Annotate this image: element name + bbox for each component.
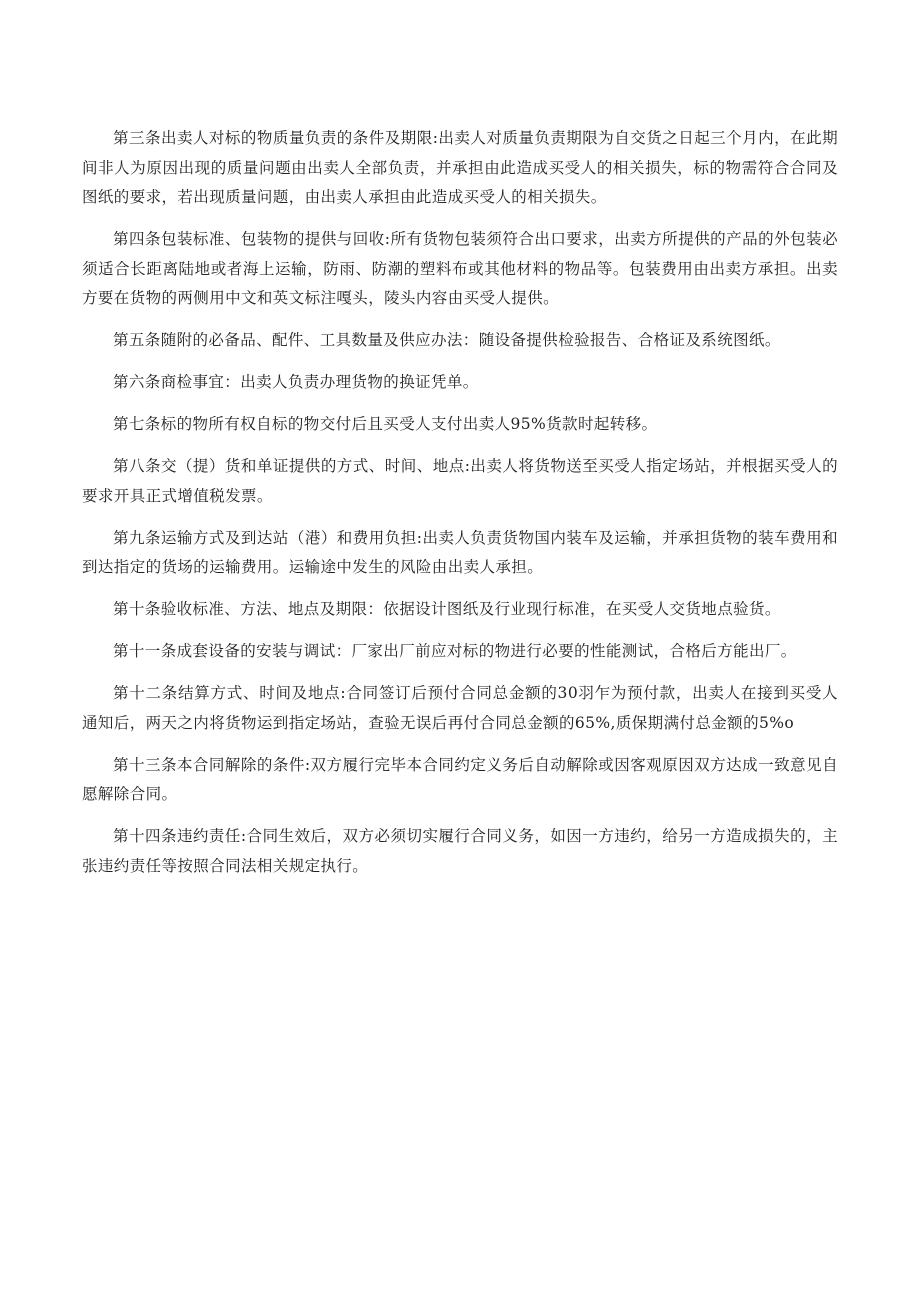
article-9-paragraph: 第九条运输方式及到达站（港）和费用负担:出卖人负责货物国内装车及运输，并承担货物的装车费用和到达指定的货场的运输费用。运输途中发生的风险由出卖人承担。 <box>82 528 838 576</box>
article-14-paragraph: 第十四条违约责任:合同生效后，双方必须切实履行合同义务，如因一方违约，给另一方造成损失的，主张违约责任等按照合同法相关规定执行。 <box>82 827 838 875</box>
article-13-paragraph: 第十三条本合同解除的条件:双方履行完毕本合同约定义务后自动解除或因客观原因双方达成一致意见自愿解除合同。 <box>82 755 838 803</box>
article-3-paragraph: 第三条出卖人对标的物质量负责的条件及期限:出卖人对质量负责期限为自交货之日起三个月内，在此期间非人为原因出现的质量问题由出卖人全部负责，并承担由此造成买受人的相关损失，标的物需符合合同及图纸的要求，若出现质量问题，由出卖人承担由此造成买受人的相关损失。 <box>82 129 838 206</box>
article-11-paragraph: 第十一条成套设备的安装与调试：厂家出厂前应对标的物进行必要的性能测试，合格后方能出厂。 <box>113 642 797 660</box>
article-12-paragraph: 第十二条结算方式、时间及地点:合同签订后预付合同总金额的30羽乍为预付款，出卖人在接到买受人通知后，两天之内将货物运到指定场站，查验无误后再付合同总金额的65%,质保期满付总金额的5%o <box>82 684 838 732</box>
article-7-paragraph: 第七条标的物所有权自标的物交付后且买受人支付出卖人95%货款时起转移。 <box>113 415 658 433</box>
article-8-paragraph: 第八条交（提）货和单证提供的方式、时间、地点:出卖人将货物送至买受人指定场站，并根据买受人的要求开具正式增值税发票。 <box>82 457 838 505</box>
article-6-paragraph: 第六条商检事宜：出卖人负责办理货物的换证凭单。 <box>113 373 479 391</box>
article-5-paragraph: 第五条随附的必备品、配件、工具数量及供应办法：随设备提供检验报告、合格证及系统图纸。 <box>113 331 781 349</box>
article-10-paragraph: 第十条验收标准、方法、地点及期限：依据设计图纸及行业现行标准，在买受人交货地点验货。 <box>113 600 781 618</box>
article-4-paragraph: 第四条包装标准、包装物的提供与回收:所有货物包装须符合出口要求，出卖方所提供的产品的外包装必须适合长距离陆地或者海上运输，防雨、防潮的塑料布或其他材料的物品等。包装费用由出卖方承担。出卖方要在货物的两侧用中文和英文标注嘎头，陵头内容由买受人提供。 <box>82 230 838 307</box>
